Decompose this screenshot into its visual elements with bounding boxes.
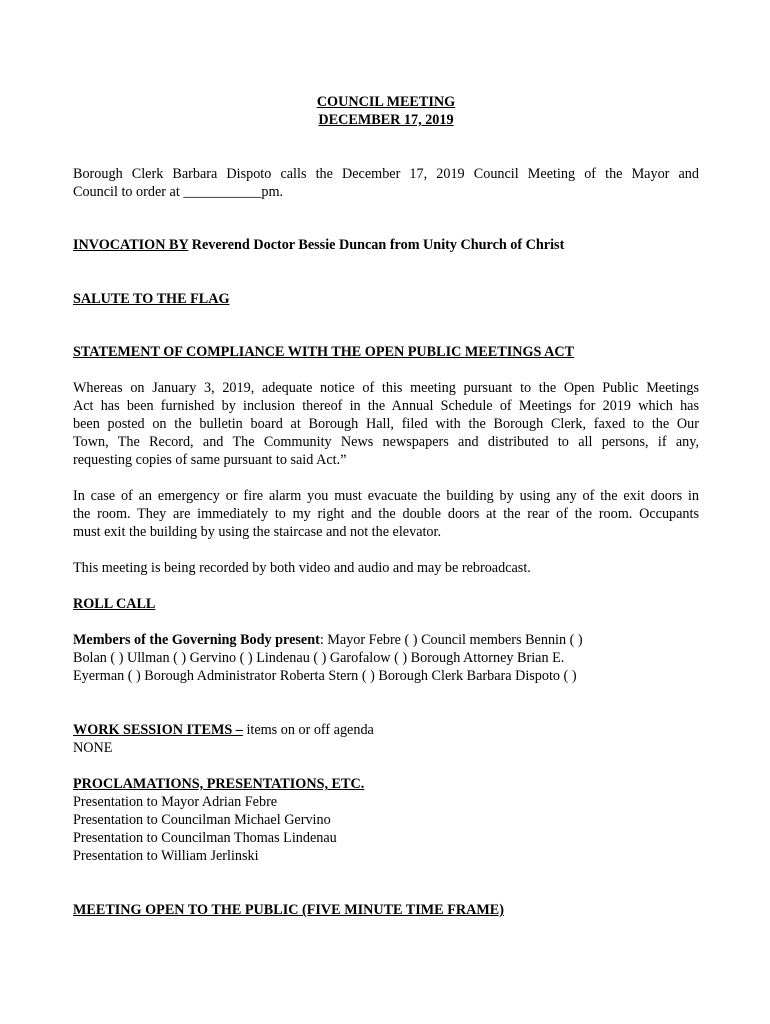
emergency-line-1: In case of an emergency or fire alarm you must evacuate the building by using any of the exit doors in <box>73 488 699 504</box>
proclamations-heading: PROCLAMATIONS, PRESENTATIONS, ETC. <box>73 776 365 792</box>
emergency-line-3: must exit the building by using the staircase and not the elevator. <box>73 524 442 540</box>
work-session-line <box>73 721 699 757</box>
compliance-line-2: Act has been furnished by inclusion thereof in the Annual Schedule of Meetings for 2019 which has <box>73 398 699 414</box>
proclamation-item: Presentation to Mayor Adrian Febre <box>73 794 278 810</box>
compliance-line-1: Whereas on January 3, 2019, adequate notice of this meeting pursuant to the Open Public Meetings <box>73 380 699 396</box>
intro-line-2: Council to order at ___________pm. <box>73 184 284 200</box>
roll-call-paragraph <box>73 631 699 685</box>
roll-call-line-1-rest: : Mayor Febre ( ) Council members Bennin ( ) <box>319 632 583 648</box>
work-session-value: NONE <box>73 740 113 756</box>
compliance-heading-line <box>73 343 699 361</box>
invocation-heading: INVOCATION BY <box>73 237 189 253</box>
roll-call-heading-line <box>73 595 699 613</box>
recording-notice: This meeting is being recorded by both video and audio and may be rebroadcast. <box>73 560 531 576</box>
roll-call-line-2: Bolan ( ) Ullman ( ) Gervino ( ) Lindenau ( ) Garofalow ( ) Borough Attorney Brian E. <box>73 650 565 666</box>
invocation-text: Reverend Doctor Bessie Duncan from Unity Church of Christ <box>188 237 565 253</box>
proclamation-item: Presentation to Councilman Michael Gervino <box>73 812 331 828</box>
title-line-2: DECEMBER 17, 2019 <box>318 112 454 128</box>
compliance-line-4: Town, The Record, and The Community News newspapers and distributed to all persons, if any, <box>73 434 699 450</box>
title-line-1: COUNCIL MEETING <box>316 94 456 110</box>
emergency-line-2: the room. They are immediately to my right and the double doors at the rear of the room. Occupants <box>73 506 699 522</box>
proclamation-item: Presentation to Councilman Thomas Lindenau <box>73 830 337 846</box>
public-meeting-line <box>73 901 699 919</box>
roll-call-heading: ROLL CALL <box>73 596 156 612</box>
roll-call-line-1 <box>73 631 699 649</box>
proclamations-section <box>73 775 699 865</box>
document-page <box>73 93 699 919</box>
compliance-heading: STATEMENT OF COMPLIANCE WITH THE OPEN PUBLIC MEETINGS ACT <box>73 344 575 360</box>
compliance-paragraph <box>73 379 699 469</box>
roll-call-label: Members of the Governing Body present <box>73 632 320 648</box>
work-session-text: items on or off agenda <box>242 722 374 738</box>
roll-call-line-3: Eyerman ( ) Borough Administrator Roberta Stern ( ) Borough Clerk Barbara Dispoto ( ) <box>73 668 577 684</box>
public-meeting-heading: MEETING OPEN TO THE PUBLIC (FIVE MINUTE TIME FRAME) <box>73 902 504 918</box>
document-title <box>73 93 699 129</box>
work-session-heading: WORK SESSION ITEMS – <box>73 722 243 738</box>
salute-line <box>73 290 699 308</box>
proclamation-item: Presentation to William Jerlinski <box>73 848 259 864</box>
intro-paragraph <box>73 165 699 201</box>
salute-heading: SALUTE TO THE FLAG <box>73 291 230 307</box>
compliance-line-5: requesting copies of same pursuant to said Act.” <box>73 452 347 468</box>
invocation-line <box>73 236 699 254</box>
intro-line-1: Borough Clerk Barbara Dispoto calls the December 17, 2019 Council Meeting of the Mayor and <box>73 166 699 182</box>
compliance-line-3: been posted on the bulletin board at Borough Hall, filed with the Borough Clerk, faxed to the Our <box>73 416 699 432</box>
emergency-paragraph <box>73 487 699 541</box>
